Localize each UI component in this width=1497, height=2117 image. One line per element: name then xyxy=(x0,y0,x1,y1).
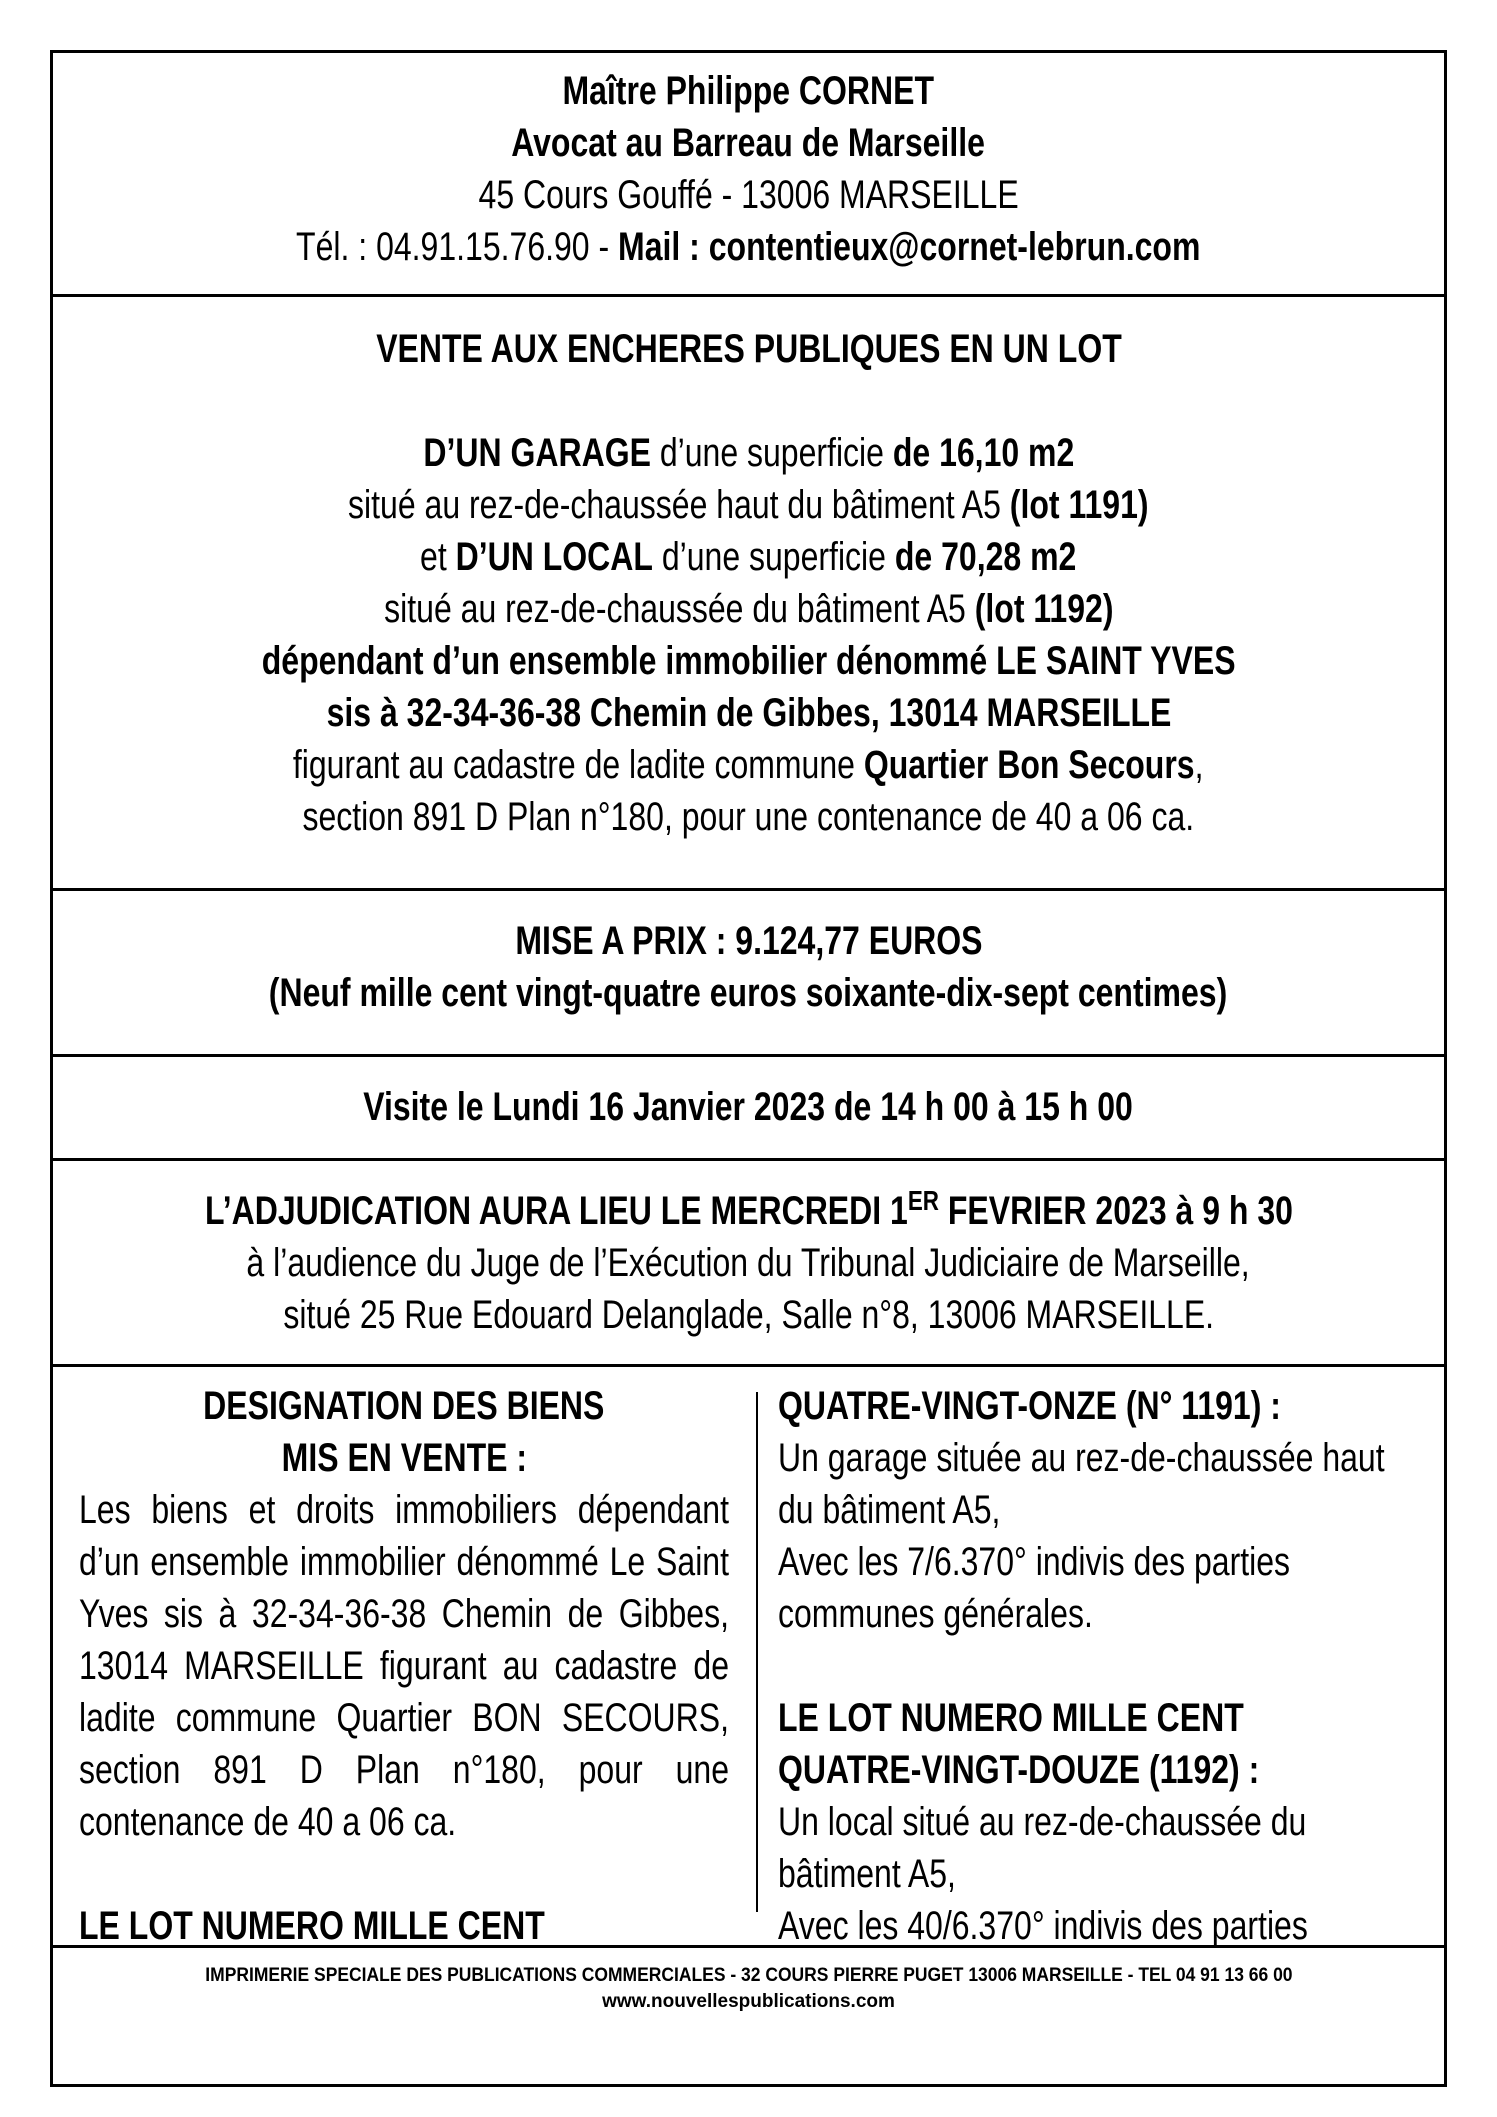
adjudication-court: à l’audience du Juge de l’Exécution du Tribunal Judiciaire de Marseille, xyxy=(246,1241,1251,1285)
printer-footer xyxy=(53,1963,1444,2015)
local-line xyxy=(420,531,1076,583)
ordinal-suffix: ER xyxy=(907,1185,939,1216)
local-lot: (lot 1192) xyxy=(974,587,1114,631)
adjudication-section xyxy=(53,1185,1444,1341)
mail-label: Mail : xyxy=(618,225,709,269)
sale-heading: VENTE AUX ENCHERES PUBLIQUES EN UN LOT xyxy=(375,327,1122,371)
lot2-heading-2: QUATRE-VINGT-DOUZE (1192) : xyxy=(778,1748,1260,1792)
reserve-price-words: (Neuf mille cent vingt-quatre euros soixante-dix-sept centimes) xyxy=(269,971,1228,1015)
lawyer-title: Avocat au Barreau de Marseille xyxy=(511,121,986,165)
lawyer-name: Maître Philippe CORNET xyxy=(562,69,935,113)
local-label: D’UN LOCAL xyxy=(455,535,654,579)
lot2-shares: Avec les 40/6.370° indivis des parties xyxy=(778,1904,1308,1948)
adjudication-address: situé 25 Rue Edouard Delanglade, Salle n°8, 13006 MARSEILLE. xyxy=(283,1293,1214,1337)
designation-column xyxy=(79,1364,729,1952)
tel-number: 04.91.15.76.90 xyxy=(376,225,590,269)
cadastre-text: figurant au cadastre de ladite commune xyxy=(293,743,865,787)
visit-date: Visite le Lundi 16 Janvier 2023 de 14 h 00 à 15 h 00 xyxy=(363,1085,1134,1129)
building-name: dépendant d’un ensemble immobilier dénommé LE SAINT YVES xyxy=(261,639,1236,683)
lot1-heading-cont: QUATRE-VINGT-ONZE (N° 1191) : xyxy=(778,1384,1281,1428)
tel-label: Tél. : xyxy=(296,225,377,269)
divider xyxy=(53,294,1444,297)
visit-section xyxy=(53,1081,1444,1133)
local-and: et xyxy=(420,535,456,579)
designation-heading-2: MIS EN VENTE : xyxy=(281,1436,527,1480)
lawyer-contact xyxy=(296,221,1200,273)
garage-area: de 16,10 m2 xyxy=(892,431,1074,475)
divider xyxy=(53,1945,1444,1948)
designation-body: Les biens et droits immobiliers dépendant d’un ensemble immobilier dénommé Le Saint Yves sis à 32-34-36-38 Chemin de Gibbes, 13014 MARSEILLE figurant au cadastre de ladite commune Quartier BON SECOURS, section 891 D Plan n°180, pour une contenance de 40 a 06 ca. xyxy=(79,1488,729,1844)
lot1-heading: LE LOT NUMERO MILLE CENT xyxy=(79,1904,545,1948)
lot1-description: Un garage située au rez-de-chaussée haut du bâtiment A5, xyxy=(778,1436,1385,1532)
divider xyxy=(53,888,1444,891)
divider xyxy=(53,1158,1444,1161)
adjudication-text: L’ADJUDICATION AURA LIEU LE MERCREDI 1 xyxy=(204,1189,908,1233)
lawyer-address: 45 Cours Gouffé - 13006 MARSEILLE xyxy=(478,173,1019,217)
cadastre-comma: , xyxy=(1194,743,1204,787)
local-text: d’une superficie xyxy=(653,535,896,579)
lot2-description: Un local situé au rez-de-chaussée du bâtiment A5, xyxy=(778,1800,1307,1896)
sale-section xyxy=(53,323,1444,843)
price-section xyxy=(53,915,1444,1019)
local-location-text: situé au rez-de-chaussée du bâtiment A5 xyxy=(383,587,975,631)
notice-frame xyxy=(50,50,1447,2087)
adjudication-date xyxy=(205,1185,1293,1237)
local-location xyxy=(384,583,1113,635)
designation-heading-1: DESIGNATION DES BIENS xyxy=(203,1384,605,1428)
designation-columns xyxy=(53,1364,1444,1948)
lot1-shares: Avec les 7/6.370° indivis des parties communes générales. xyxy=(778,1540,1291,1636)
local-area: de 70,28 m2 xyxy=(895,535,1077,579)
printer-website: www.nouvellespublications.com xyxy=(602,1991,895,2012)
divider xyxy=(53,1054,1444,1057)
contact-separator: - xyxy=(589,225,619,269)
garage-lot: (lot 1191) xyxy=(1010,483,1149,527)
printer-info: IMPRIMERIE SPECIALE DES PUBLICATIONS COMMERCIALES - 32 COURS PIERRE PUGET 13006 MARSEILLE - TEL 04 91 13 66 00 xyxy=(204,1965,1293,1986)
cadastre-section: section 891 D Plan n°180, pour une contenance de 40 a 06 ca. xyxy=(302,795,1195,839)
cadastre-quarter: Quartier Bon Secours xyxy=(864,743,1195,787)
lawyer-header xyxy=(53,65,1444,273)
garage-location xyxy=(348,479,1148,531)
adjudication-time: FEVRIER 2023 à 9 h 30 xyxy=(938,1189,1293,1233)
lot2-heading-1: LE LOT NUMERO MILLE CENT xyxy=(778,1696,1244,1740)
garage-line xyxy=(423,427,1074,479)
garage-location-text: situé au rez-de-chaussée haut du bâtiment A5 xyxy=(348,483,1011,527)
building-address: sis à 32-34-36-38 Chemin de Gibbes, 13014 MARSEILLE xyxy=(326,691,1171,735)
lots-column xyxy=(778,1364,1438,1952)
garage-label: D’UN GARAGE xyxy=(423,431,651,475)
garage-text: d’une superficie xyxy=(650,431,893,475)
mail-address: contentieux@cornet-lebrun.com xyxy=(708,225,1201,269)
column-separator xyxy=(756,1392,758,1912)
reserve-price: MISE A PRIX : 9.124,77 EUROS xyxy=(514,919,983,963)
cadastre-line xyxy=(293,739,1204,791)
